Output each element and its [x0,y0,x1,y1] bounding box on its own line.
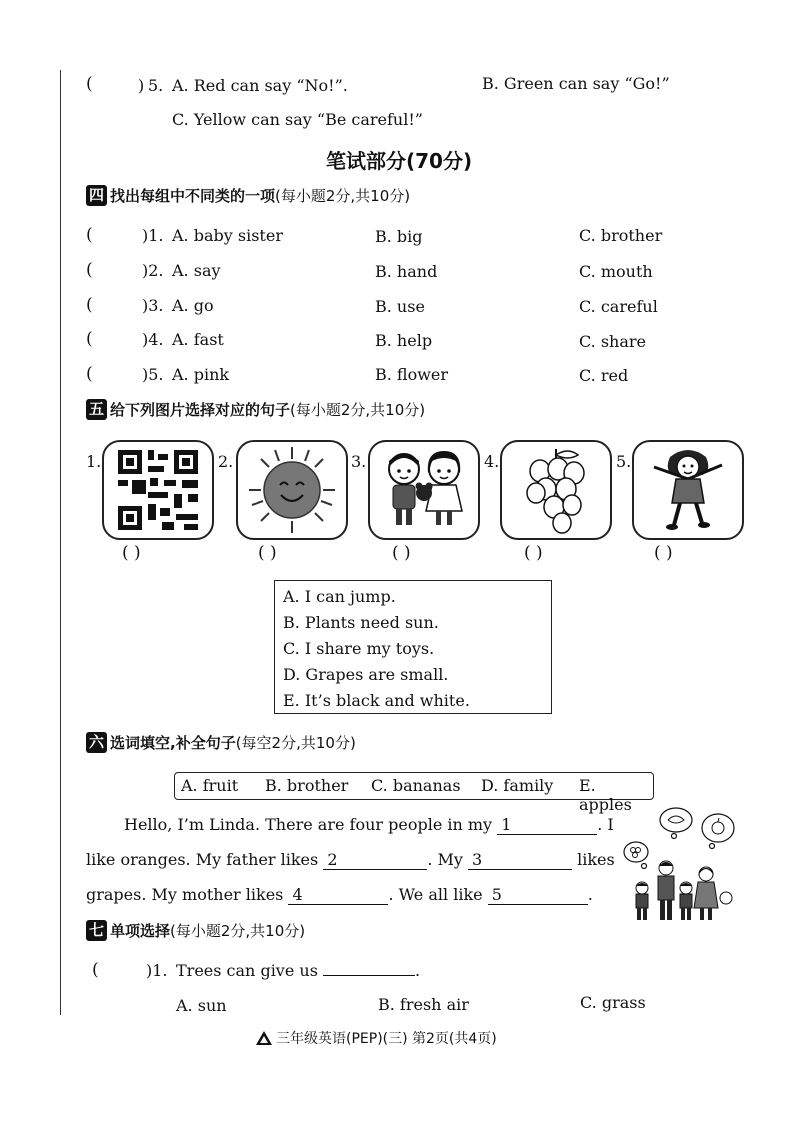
section5-number: 五 [86,399,107,420]
answer-paren: ( ) [654,543,673,563]
picture-box-1 [102,440,214,540]
option-c: C. mouth [579,262,653,281]
option-a: A. say [172,261,221,280]
option-b: B. Green can say “Go!” [482,74,670,93]
sentence-option-d: D. Grapes are small. [283,665,449,684]
sentence-option-a: A. I can jump. [283,587,396,606]
option-a: A. sun [176,996,227,1015]
option-a: A. pink [172,365,230,384]
section4-title: 找出每组中不同类的一项 [110,187,276,205]
answer-paren: ( [86,260,93,280]
question-number: ) [138,76,145,95]
option-b: B. big [375,227,423,246]
answer-paren: ( ) [524,543,543,563]
section6-title: 选词填空,补全句子 [110,734,236,752]
answer-paren: ( ) [392,543,411,563]
section5-note: (每小题2分,共10分) [290,401,426,419]
question-number: 5. [148,76,164,95]
section6-header [86,732,356,753]
passage-line-2 [86,850,615,870]
option-a: A. fast [172,330,224,349]
grapes-icon [516,445,596,535]
question-number: )4. [142,330,164,349]
jumping-girl-icon [648,445,728,535]
word-option: E. apples [579,776,632,814]
question-stem: Trees can give us [176,961,318,980]
answer-paren: ( [92,960,99,980]
option-c: C. share [579,332,647,351]
sentence-options-box [274,580,552,714]
option-b: B. help [375,331,433,350]
word-bank-box [174,772,654,814]
answer-paren: ( ) [122,543,141,563]
word-option: B. brother [265,776,349,795]
passage-text: like oranges. My father likes [86,850,319,869]
blank-4: 4 [288,886,388,905]
family-illustration-icon [622,806,738,924]
option-c: C. grass [580,993,646,1012]
question-end: . [415,961,421,980]
option-c: C. Yellow can say “Be careful!” [172,110,423,129]
blank-q1 [323,975,415,976]
sentence-option-c: C. I share my toys. [283,639,435,658]
section6-note: (每空2分,共10分) [235,734,356,752]
question-number: )3. [142,296,164,315]
picture-number: 3. [351,452,367,471]
answer-paren: ( [86,295,93,315]
picture-number: 4. [484,452,500,471]
binding-margin-line [60,70,61,1015]
question-number: )1. [142,226,164,245]
passage-text: . My [427,850,463,869]
question-number: )2. [142,261,164,280]
answer-paren: ( ) [258,543,277,563]
option-a: A. Red can say “No!”. [172,76,348,95]
option-c: C. careful [579,297,658,316]
picture-box-3 [368,440,480,540]
option-b: B. fresh air [378,995,469,1014]
passage-text: . We all like [388,885,483,904]
option-a: A. go [172,296,214,315]
publisher-logo-icon [256,1031,272,1045]
question-number: )5. [142,365,164,384]
sun-icon [247,445,337,535]
section7-title: 单项选择 [110,922,171,940]
picture-box-5 [632,440,744,540]
qr-code-icon [118,450,198,530]
children-sharing-icon [376,447,472,533]
question-number: )1. [146,961,168,980]
blank-2: 2 [323,851,427,870]
question-text [176,961,420,980]
picture-box-4 [500,440,612,540]
section4-header [86,185,410,206]
word-option: A. fruit [181,776,239,795]
picture-number: 2. [218,452,234,471]
page-footer [256,1028,497,1048]
word-option: C. bananas [371,776,461,795]
section7-note: (每小题2分,共10分) [170,922,306,940]
answer-paren: ( [86,364,93,384]
option-b: B. use [375,297,425,316]
option-b: B. flower [375,365,449,384]
blank-3: 3 [468,851,572,870]
passage-line-1 [124,815,614,835]
written-part-title: 笔试部分(70分) [326,149,473,173]
section4-note: (每小题2分,共10分) [275,187,411,205]
passage-line-3 [86,885,593,905]
sentence-option-e: E. It’s black and white. [283,691,470,710]
option-a: A. baby sister [172,226,283,245]
passage-text: . [587,885,593,904]
answer-paren: ( [86,329,93,349]
picture-number: 5. [616,452,632,471]
section4-number: 四 [86,185,107,206]
blank-5: 5 [488,886,588,905]
word-option: D. family [481,776,554,795]
passage-text: likes [577,850,615,869]
section5-title: 给下列图片选择对应的句子 [110,401,291,419]
footer-text: 三年级英语(PEP)(三) 第2页(共4页) [276,1031,497,1047]
section5-header [86,399,425,420]
option-c: C. red [579,366,629,385]
option-b: B. hand [375,262,438,281]
section7-header [86,920,305,941]
passage-text: Hello, I’m Linda. There are four people in my [124,815,493,834]
blank-1: 1 [497,816,597,835]
option-c: C. brother [579,226,663,245]
passage-text: grapes. My mother likes [86,885,284,904]
answer-paren-open: ( [86,74,93,94]
section7-number: 七 [86,920,107,941]
picture-number: 1. [86,452,102,471]
picture-box-2 [236,440,348,540]
answer-paren: ( [86,225,93,245]
passage-text: . I [597,815,614,834]
section6-number: 六 [86,732,107,753]
sentence-option-b: B. Plants need sun. [283,613,439,632]
